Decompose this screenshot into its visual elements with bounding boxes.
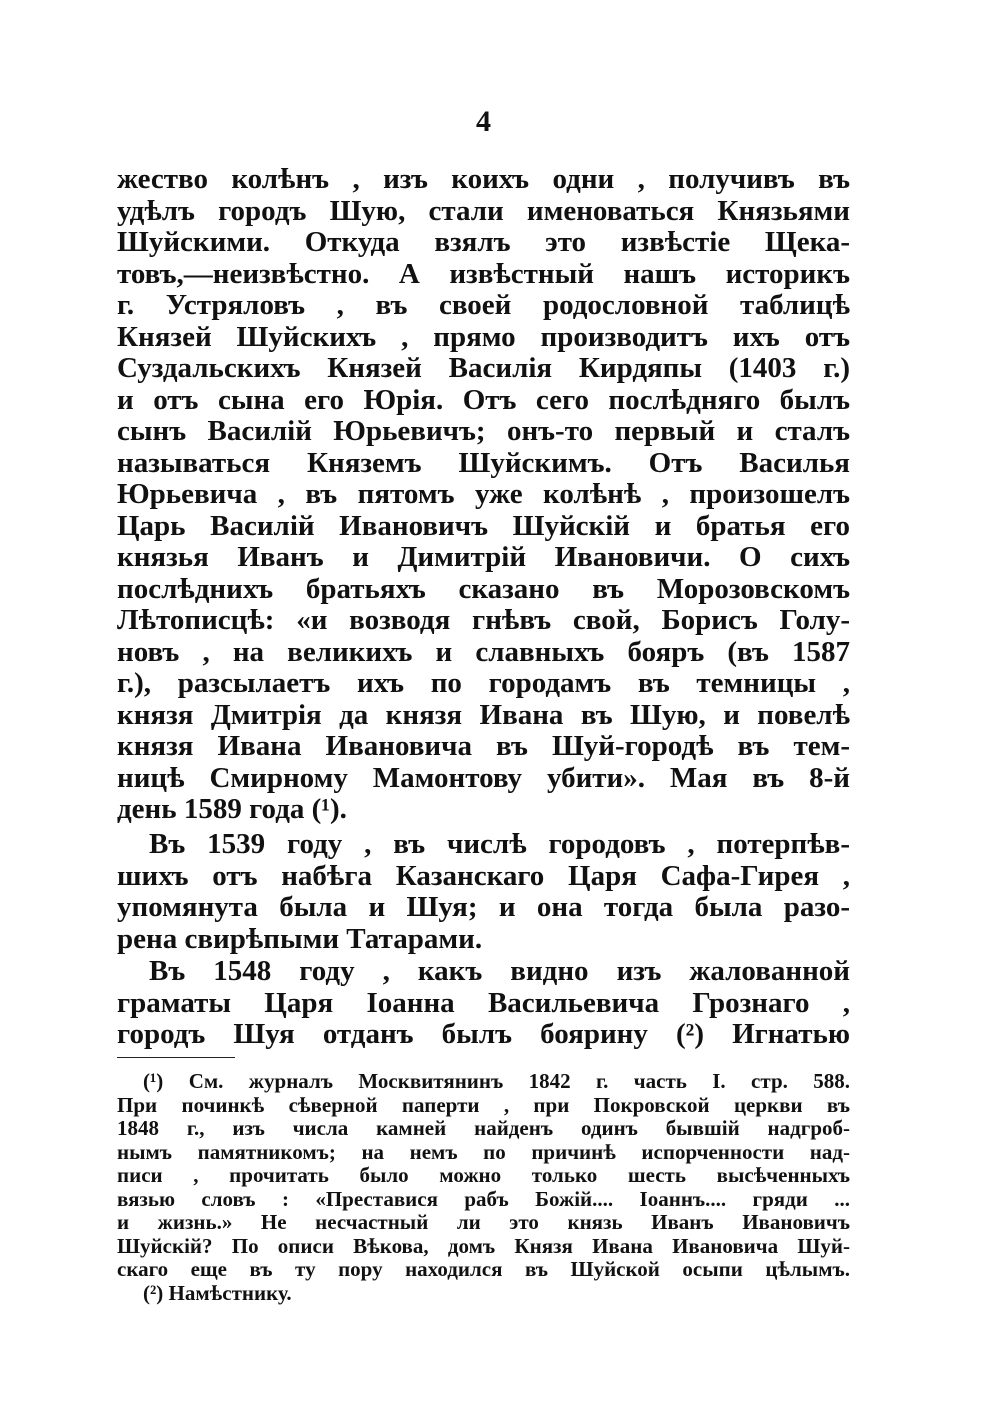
text-line: Царь Василій Ивановичъ Шуйскій и братья его — [117, 510, 850, 542]
text-line: князья Иванъ и Димитрій Ивановичи. О сихъ — [117, 542, 850, 573]
text-line: послѣднихъ братьяхъ сказано въ Морозовскомъ — [117, 573, 850, 605]
text-line: Въ 1548 году , какъ видно изъ жалованной — [149, 956, 850, 987]
text-line: упомянута была и Шуя; и она тогда была разо- — [117, 892, 850, 923]
text-line: Суздальскихъ Князей Василія Кирдяпы (1403 г.) — [117, 353, 850, 384]
footnote-rule — [117, 1057, 235, 1058]
footnote-line: 1848 г., изъ числа камней найденъ одинъ бывшій надгроб- — [117, 1117, 850, 1140]
text-line: князя Ивана Ивановича въ Шуй-городѣ въ тем- — [117, 731, 850, 762]
text-line: князя Дмитрія да князя Ивана въ Шую, и повелѣ — [117, 699, 850, 731]
text-line: г. Устряловъ , въ своей родословной таблицѣ — [117, 290, 850, 321]
text-line: Лѣтописцѣ: «и возводя гнѣвъ свой, Борисъ Голу- — [117, 605, 850, 636]
text-line: новъ , на великихъ и славныхъ бояръ (въ 1587 — [117, 636, 850, 668]
footnote-line: писи , прочитать было можно только шесть высѣченныхъ — [117, 1164, 850, 1187]
footnote-line: нымъ памятникомъ; на немъ по причинѣ испорченности над- — [117, 1140, 850, 1164]
text-line: Въ 1539 году , въ числѣ городовъ , потерпѣв- — [149, 829, 850, 860]
footnote-line: При починкѣ сѣверной паперти , при Покровской церкви въ — [117, 1093, 850, 1117]
text-line: день 1589 года (¹). — [117, 794, 347, 825]
footnote-text: См. журналъ Москвитянинъ 1842 г. часть I. стр. 588. — [188, 1070, 850, 1093]
text-line: жество колѣнъ , изъ коихъ одни , получивъ въ — [117, 164, 850, 195]
footnote-line: скаго еще въ ту пору находился въ Шуйской осыпи цѣлымъ. — [117, 1258, 850, 1281]
text-line: называться Княземъ Шуйскимъ. Отъ Василья — [117, 447, 850, 479]
page-number: 4 — [476, 105, 491, 138]
footnote-line: вязью словъ : «Преставися рабъ Божій.... Іоаннъ.... гряди ... — [117, 1187, 850, 1211]
footnotes — [117, 1070, 850, 1305]
footnote-text: Намѣстнику. — [168, 1281, 292, 1305]
text-line: Юрьевича , въ пятомъ уже колѣнѣ , произошелъ — [117, 479, 850, 510]
footnote-line — [117, 1070, 850, 1094]
text-line: Шуйскими. Откуда взялъ это извѣстіе Щека- — [117, 227, 850, 258]
text-line: ницѣ Смирному Мамонтову убити». Мая въ 8-й — [117, 762, 850, 794]
footnote-line: Шуйскій? По описи Вѣкова, домъ Князя Ивана Ивановича Шуй- — [117, 1234, 850, 1258]
text-line: г.), разсылаетъ ихъ по городамъ въ темницы , — [117, 668, 850, 699]
text-line: удѣлъ городъ Шую, стали именоваться Князьями — [117, 195, 850, 227]
paragraph — [117, 956, 850, 1051]
footnote — [117, 1282, 850, 1306]
text-line: товъ,—неизвѣстно. А извѣстный нашъ историкъ — [117, 258, 850, 290]
footnote — [117, 1070, 850, 1282]
text-line: рена свирѣпыми Татарами. — [117, 923, 483, 955]
text-line: сынъ Василій Юрьевичъ; онъ-то первый и сталъ — [117, 416, 850, 447]
text-line: Князей Шуйскихъ , прямо производитъ ихъ отъ — [117, 321, 850, 353]
paragraph — [117, 829, 850, 955]
text-line: и отъ сына его Юрія. Отъ сего послѣдняго былъ — [117, 384, 850, 416]
footnote-line — [117, 1282, 850, 1306]
text-line: граматы Царя Іоанна Васильевича Грознаго , — [117, 987, 850, 1019]
footnote-line: и жизнь.» Не несчастный ли это князь Иванъ Ивановичъ — [117, 1211, 850, 1234]
text-line: городъ Шуя отданъ былъ боярину (²) Игнатью — [117, 1019, 850, 1050]
footnote-marker: (²) — [143, 1281, 164, 1305]
text-line: шихъ отъ набѣга Казанскаго Царя Сафа-Гирея , — [117, 860, 850, 892]
footnote-marker: (¹) — [143, 1070, 164, 1093]
paragraph — [117, 164, 850, 826]
